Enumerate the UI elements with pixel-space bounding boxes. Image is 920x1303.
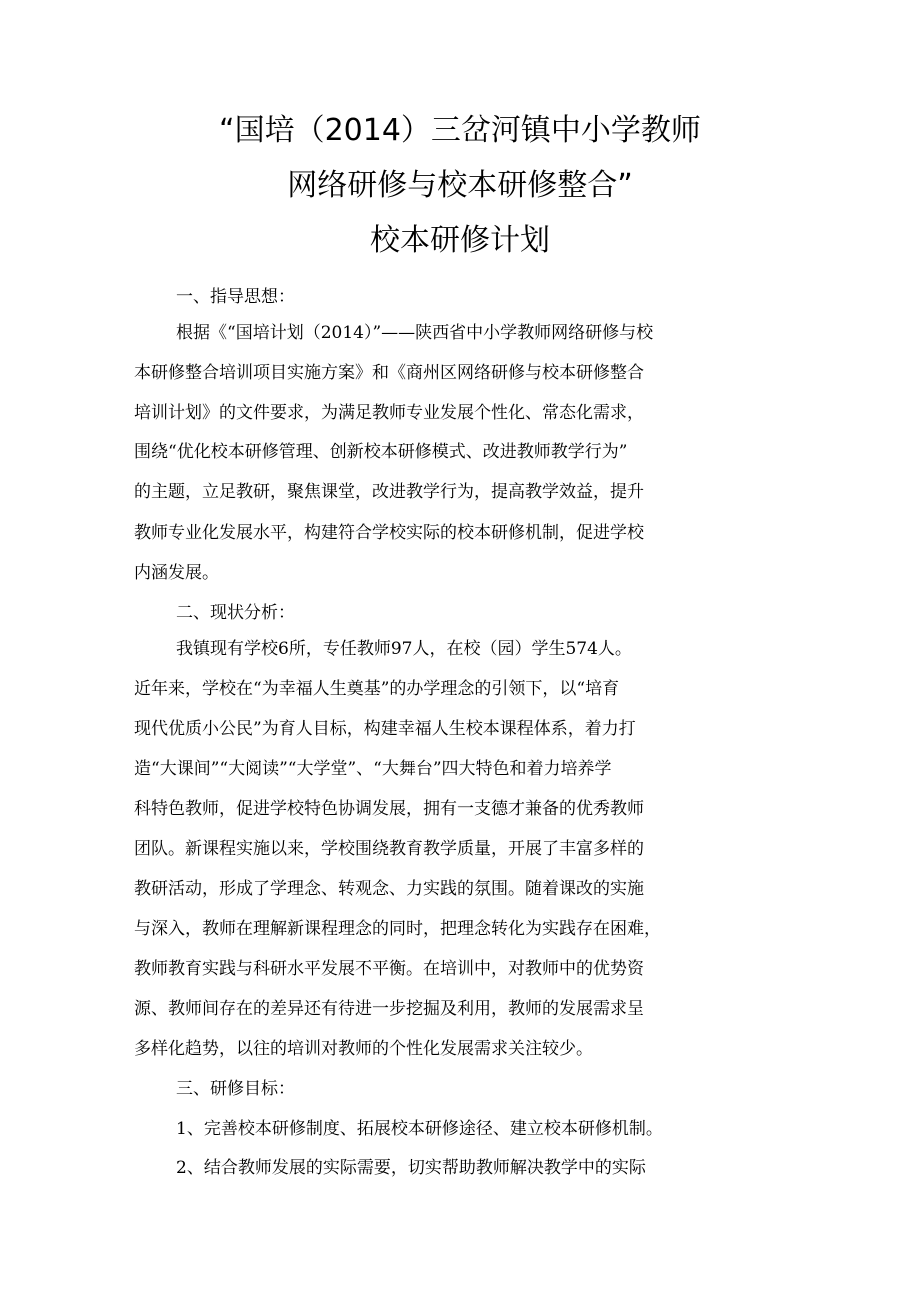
section-1-line: 本研修整合培训项目实施方案》和《商州区网络研修与校本研修整合 xyxy=(134,363,644,383)
section-2-line: 科特色教师，促进学校特色协调发展，拥有一支德才兼备的优秀教师 xyxy=(134,799,644,819)
section-3-line: 1、完善校本研修制度、拓展校本研修途径、建立校本研修机制。 xyxy=(176,1119,663,1139)
section-1-line: 围绕“优化校本研修管理、创新校本研修模式、改进教师教学行为” xyxy=(134,442,628,462)
section-2-line: 源、教师间存在的差异还有待进一步挖掘及利用，教师的发展需求呈 xyxy=(134,999,644,1019)
document-title-line-2: 网络研修与校本研修整合” xyxy=(287,168,633,203)
section-2-line: 现代优质小公民”为育人目标，构建幸福人生校本课程体系，着力打 xyxy=(134,719,636,739)
section-3-heading: 三、研修目标： xyxy=(176,1079,295,1099)
section-2-line: 团队。新课程实施以来，学校围绕教育教学质量，开展了丰富多样的 xyxy=(134,839,644,859)
section-2-line: 教师教育实践与科研水平发展不平衡。在培训中，对教师中的优势资 xyxy=(134,959,644,979)
section-3-line: 2、结合教师发展的实际需要，切实帮助教师解决教学中的实际 xyxy=(176,1158,646,1178)
section-2-line: 与深入，教师在理解新课程理念的同时，把理念转化为实践存在困难， xyxy=(134,919,661,939)
section-2-line: 近年来，学校在“为幸福人生奠基”的办学理念的引领下，以“培育 xyxy=(134,679,620,699)
section-1-line: 根据《“国培计划（2014）”——陕西省中小学教师网络研修与校 xyxy=(176,323,654,343)
section-2-line: 我镇现有学校6所，专任教师97人，在校（园）学生574人。 xyxy=(176,639,632,659)
section-1-line: 的主题，立足教研，聚焦课堂，改进教学行为，提高教学效益，提升 xyxy=(134,482,644,502)
section-2-heading: 二、现状分析： xyxy=(176,603,295,623)
document-title-line-3: 校本研修计划 xyxy=(370,223,550,258)
document-title-line-1: “国培（2014）三岔河镇中小学教师 xyxy=(219,113,701,148)
section-2-line: 多样化趋势，以往的培训对教师的个性化发展需求关注较少。 xyxy=(134,1039,593,1059)
section-1-heading: 一、指导思想： xyxy=(176,287,295,307)
section-1-line: 教师专业化发展水平，构建符合学校实际的校本研修机制，促进学校 xyxy=(134,523,644,543)
section-1-line: 内涵发展。 xyxy=(134,563,219,583)
section-1-line: 培训计划》的文件要求，为满足教师专业发展个性化、常态化需求， xyxy=(134,403,644,423)
section-2-line: 造“大课间”“大阅读”“大学堂”、“大舞台”四大特色和着力培养学 xyxy=(134,759,612,779)
section-2-line: 教研活动，形成了学理念、转观念、力实践的氛围。随着课改的实施 xyxy=(134,879,644,899)
